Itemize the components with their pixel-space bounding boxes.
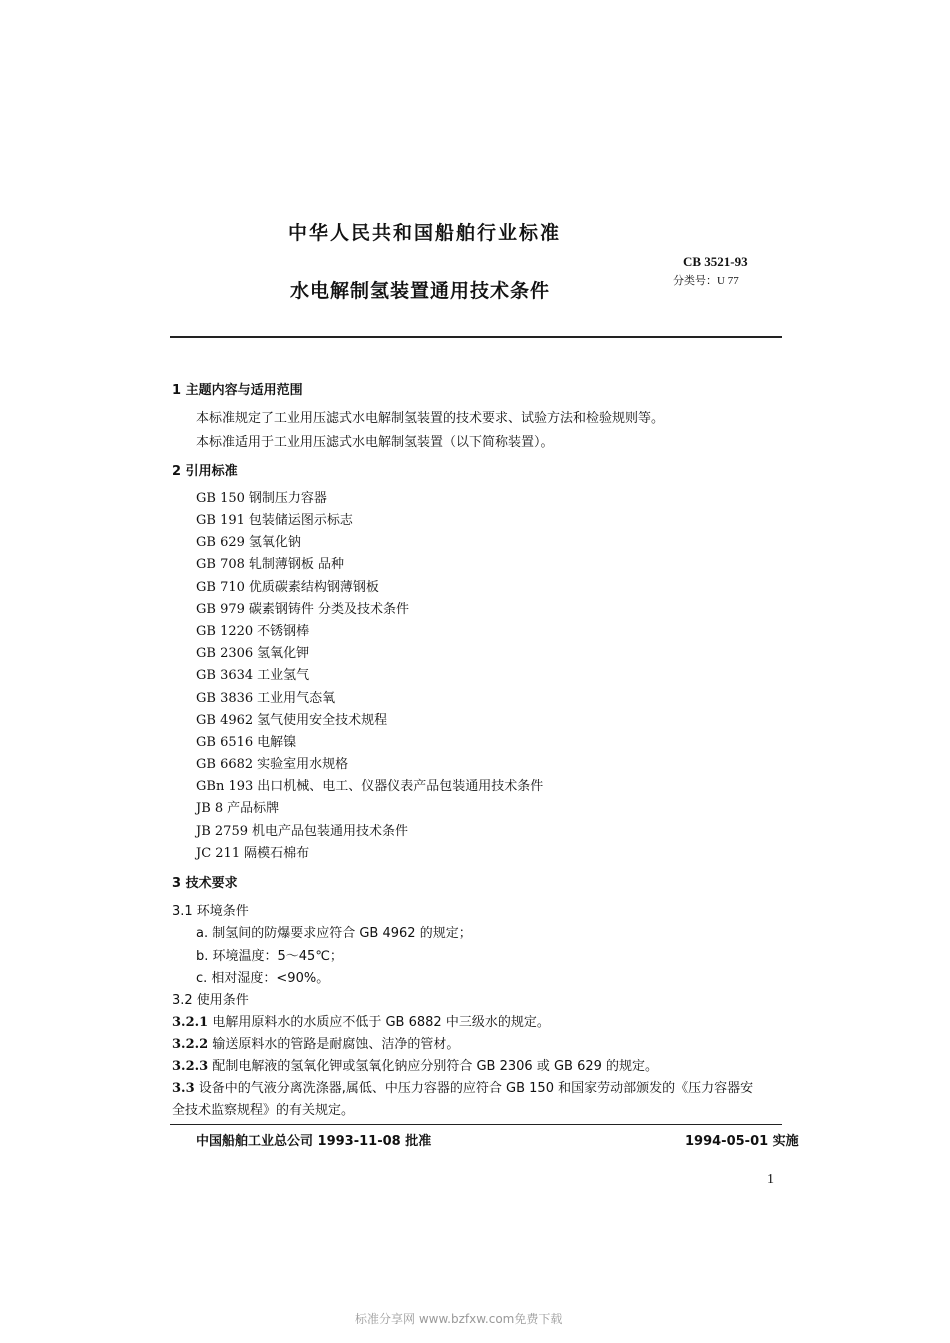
- reference-code: GB 1220: [196, 624, 254, 639]
- reference-code: GB 150: [196, 491, 245, 506]
- reference-item: [196, 553, 344, 572]
- reference-title: 产品标牌: [227, 801, 280, 816]
- reference-item: [196, 620, 309, 639]
- reference-item: [196, 797, 279, 816]
- watermark: 标准分享网 www.bzfxw.com免费下载: [355, 1312, 563, 1326]
- reference-item: [196, 775, 543, 794]
- reference-code: GB 6682: [196, 757, 254, 772]
- reference-item: [196, 642, 309, 661]
- reference-title: 氢气使用安全技术规程: [257, 713, 388, 728]
- clause-number: 3.2.2: [172, 1037, 209, 1052]
- reference-code: GB 708: [196, 557, 245, 572]
- reference-code: GB 4962: [196, 713, 254, 728]
- reference-code: GB 191: [196, 513, 245, 528]
- clause-text: 设备中的气液分离洗涤器,属低、中压力容器的应符合 GB 150 和国家劳动部颁发的《压力容器安: [198, 1081, 754, 1096]
- clause-3-1-a: a. 制氢间的防爆要求应符合 GB 4962 的规定；: [196, 926, 472, 941]
- clause-3-2: 3.2 使用条件: [172, 993, 249, 1008]
- clause-3-2-1: [172, 1011, 550, 1030]
- reference-title: 不锈钢棒: [257, 624, 310, 639]
- reference-title: 氢氧化钾: [257, 646, 310, 661]
- standard-code: CB 3521-93: [683, 254, 748, 269]
- reference-item: [196, 664, 309, 683]
- clause-3-1-c: c. 相对湿度：<90%。: [196, 971, 330, 986]
- reference-item: [196, 709, 387, 728]
- clause-text: 配制电解液的氢氧化钾或氢氧化钠应分别符合 GB 2306 或 GB 629 的规定。: [212, 1059, 659, 1074]
- reference-title: 电解镍: [257, 735, 297, 750]
- clause-number: 3.2.1: [172, 1015, 209, 1030]
- reference-item: [196, 598, 409, 617]
- reference-code: GBn 193: [196, 779, 254, 794]
- reference-code: GB 3836: [196, 691, 254, 706]
- reference-code: GB 629: [196, 535, 245, 550]
- reference-code: JB 8: [196, 801, 224, 816]
- clause-3-2-3: [172, 1055, 658, 1074]
- reference-code: JB 2759: [196, 824, 248, 839]
- reference-title: 出口机械、电工、仪器仪表产品包装通用技术条件: [257, 779, 544, 794]
- clause-text: 输送原料水的管路是耐腐蚀、洁净的管材。: [212, 1037, 460, 1052]
- document-title: 水电解制氢装置通用技术条件: [290, 280, 551, 302]
- reference-title: 优质碳素结构钢薄钢板: [248, 580, 379, 595]
- reference-code: GB 2306: [196, 646, 254, 661]
- org-title: 中华人民共和国船舶行业标准: [288, 222, 562, 244]
- clause-3-1-b: b. 环境温度：5～45℃；: [196, 949, 343, 964]
- reference-item: [196, 531, 301, 550]
- clause-3-3-continued: 全技术监察规程》的有关规定。: [172, 1103, 355, 1118]
- section-1-paragraph-1: 本标准规定了工业用压滤式水电解制氢装置的技术要求、试验方法和检验规则等。: [196, 411, 665, 426]
- reference-title: 包装储运图示标志: [248, 513, 353, 528]
- reference-item: [196, 753, 348, 772]
- reference-title: 机电产品包装通用技术条件: [251, 824, 408, 839]
- reference-code: GB 3634: [196, 668, 254, 683]
- reference-item: [196, 509, 353, 528]
- reference-item: [196, 820, 408, 839]
- clause-number: 3.2.3: [172, 1059, 209, 1074]
- clause-number: 3.3: [172, 1081, 195, 1096]
- reference-item: [196, 687, 335, 706]
- approval-line: 中国船舶工业总公司 1993-11-08 批准: [196, 1134, 432, 1149]
- clause-3-1: 3.1 环境条件: [172, 904, 249, 919]
- reference-title: 轧制薄钢板 品种: [248, 557, 345, 572]
- reference-code: JC 211: [196, 846, 241, 861]
- effective-date: 1994-05-01 实施: [685, 1134, 799, 1149]
- section-1-heading: 1 主题内容与适用范围: [172, 383, 303, 398]
- reference-item: [196, 576, 379, 595]
- section-1-paragraph-2: 本标准适用于工业用压滤式水电解制氢装置（以下简称装置）。: [196, 435, 554, 450]
- reference-code: GB 6516: [196, 735, 254, 750]
- reference-item: [196, 842, 309, 861]
- reference-title: 钢制压力容器: [248, 491, 327, 506]
- page-number: 1: [767, 1172, 774, 1187]
- reference-title: 工业用气态氧: [257, 691, 336, 706]
- footer-divider: [170, 1124, 782, 1125]
- reference-title: 碳素钢铸件 分类及技术条件: [248, 602, 410, 617]
- reference-title: 氢氧化钠: [248, 535, 301, 550]
- clause-3-2-2: [172, 1033, 459, 1052]
- reference-title: 工业氢气: [257, 668, 310, 683]
- reference-title: 隔模石棉布: [244, 846, 310, 861]
- header-divider: [170, 336, 782, 338]
- reference-item: [196, 731, 296, 750]
- reference-code: GB 710: [196, 580, 245, 595]
- reference-item: [196, 487, 327, 506]
- classification-number: 分类号：U 77: [673, 275, 739, 287]
- reference-code: GB 979: [196, 602, 245, 617]
- clause-text: 电解用原料水的水质应不低于 GB 6882 中三级水的规定。: [212, 1015, 550, 1030]
- reference-title: 实验室用水规格: [257, 757, 349, 772]
- section-3-heading: 3 技术要求: [172, 876, 238, 891]
- section-2-heading: 2 引用标准: [172, 464, 238, 479]
- clause-3-3: [172, 1077, 753, 1096]
